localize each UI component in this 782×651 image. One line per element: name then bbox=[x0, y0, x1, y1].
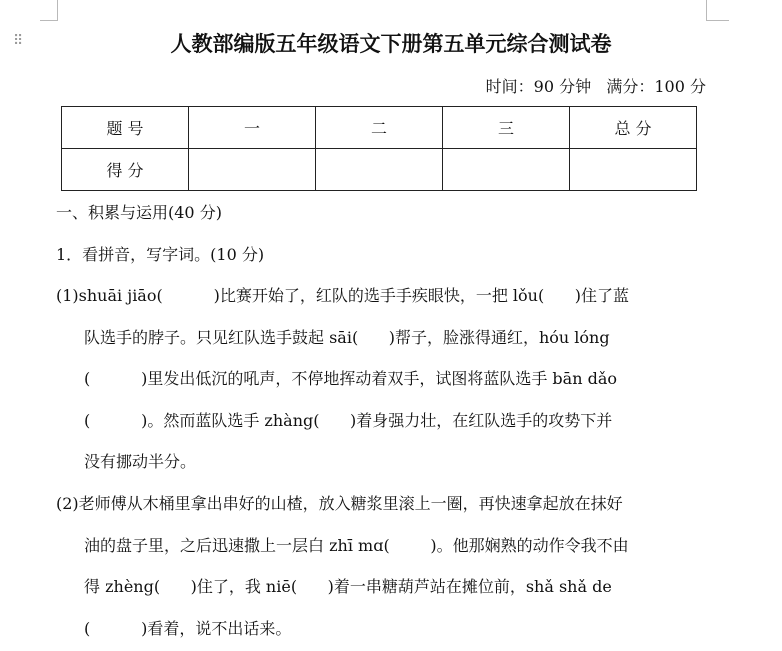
drag-handle-icon[interactable]: ⠿ bbox=[13, 33, 22, 49]
passage-line: 油的盘子里，之后迅速撒上一层白 zhī mɑ( )。他那娴熟的动作令我不由 bbox=[84, 536, 629, 555]
passage-line: ( )。然而蓝队选手 zhàng( )着身强力壮，在红队选手的攻势下并 bbox=[84, 411, 613, 430]
page-corner-marker-right bbox=[706, 0, 729, 21]
passage-line: 队选手的脖子。只见红队选手鼓起 sāi( )帮子，脸涨得通红，hóu lóng bbox=[84, 328, 610, 347]
table-cell bbox=[570, 149, 697, 191]
table-cell: 三 bbox=[443, 107, 570, 149]
question-heading: 1．看拼音，写字词。(10 分) bbox=[56, 245, 265, 264]
table-cell: 得 分 bbox=[62, 149, 189, 191]
table-cell bbox=[189, 149, 316, 191]
page-corner-marker-left bbox=[40, 0, 58, 21]
table-cell: 二 bbox=[316, 107, 443, 149]
passage-line: 得 zhèng( )住了，我 niē( )着一串糖葫芦站在摊位前，shǎ shǎ de bbox=[84, 577, 612, 596]
passage-line: (2)老师傅从木桶里拿出串好的山楂，放入糖浆里滚上一圈，再快速拿起放在抹好 bbox=[56, 494, 623, 513]
table-cell: 总 分 bbox=[570, 107, 697, 149]
document-title: 人教部编版五年级语文下册第五单元综合测试卷 bbox=[170, 32, 612, 56]
exam-time-info: 时间：90 分钟 满分：100 分 bbox=[485, 77, 706, 96]
passage-line: (1)shuāi jiāo( )比赛开始了，红队的选手手疾眼快，一把 lǒu( )住了蓝 bbox=[56, 286, 629, 305]
table-row bbox=[62, 107, 697, 149]
passage-line: ( )里发出低沉的吼声，不停地挥动着双手，试图将蓝队选手 bān dǎo bbox=[84, 369, 618, 388]
table-cell bbox=[316, 149, 443, 191]
section-heading: 一、积累与运用(40 分) bbox=[56, 203, 222, 222]
table-row bbox=[62, 149, 697, 191]
table-cell: 一 bbox=[189, 107, 316, 149]
table-cell bbox=[443, 149, 570, 191]
passage-line: ( )看着，说不出话来。 bbox=[84, 619, 292, 638]
table-cell: 题 号 bbox=[62, 107, 189, 149]
passage-line: 没有挪动半分。 bbox=[84, 452, 197, 471]
score-table bbox=[61, 106, 697, 191]
